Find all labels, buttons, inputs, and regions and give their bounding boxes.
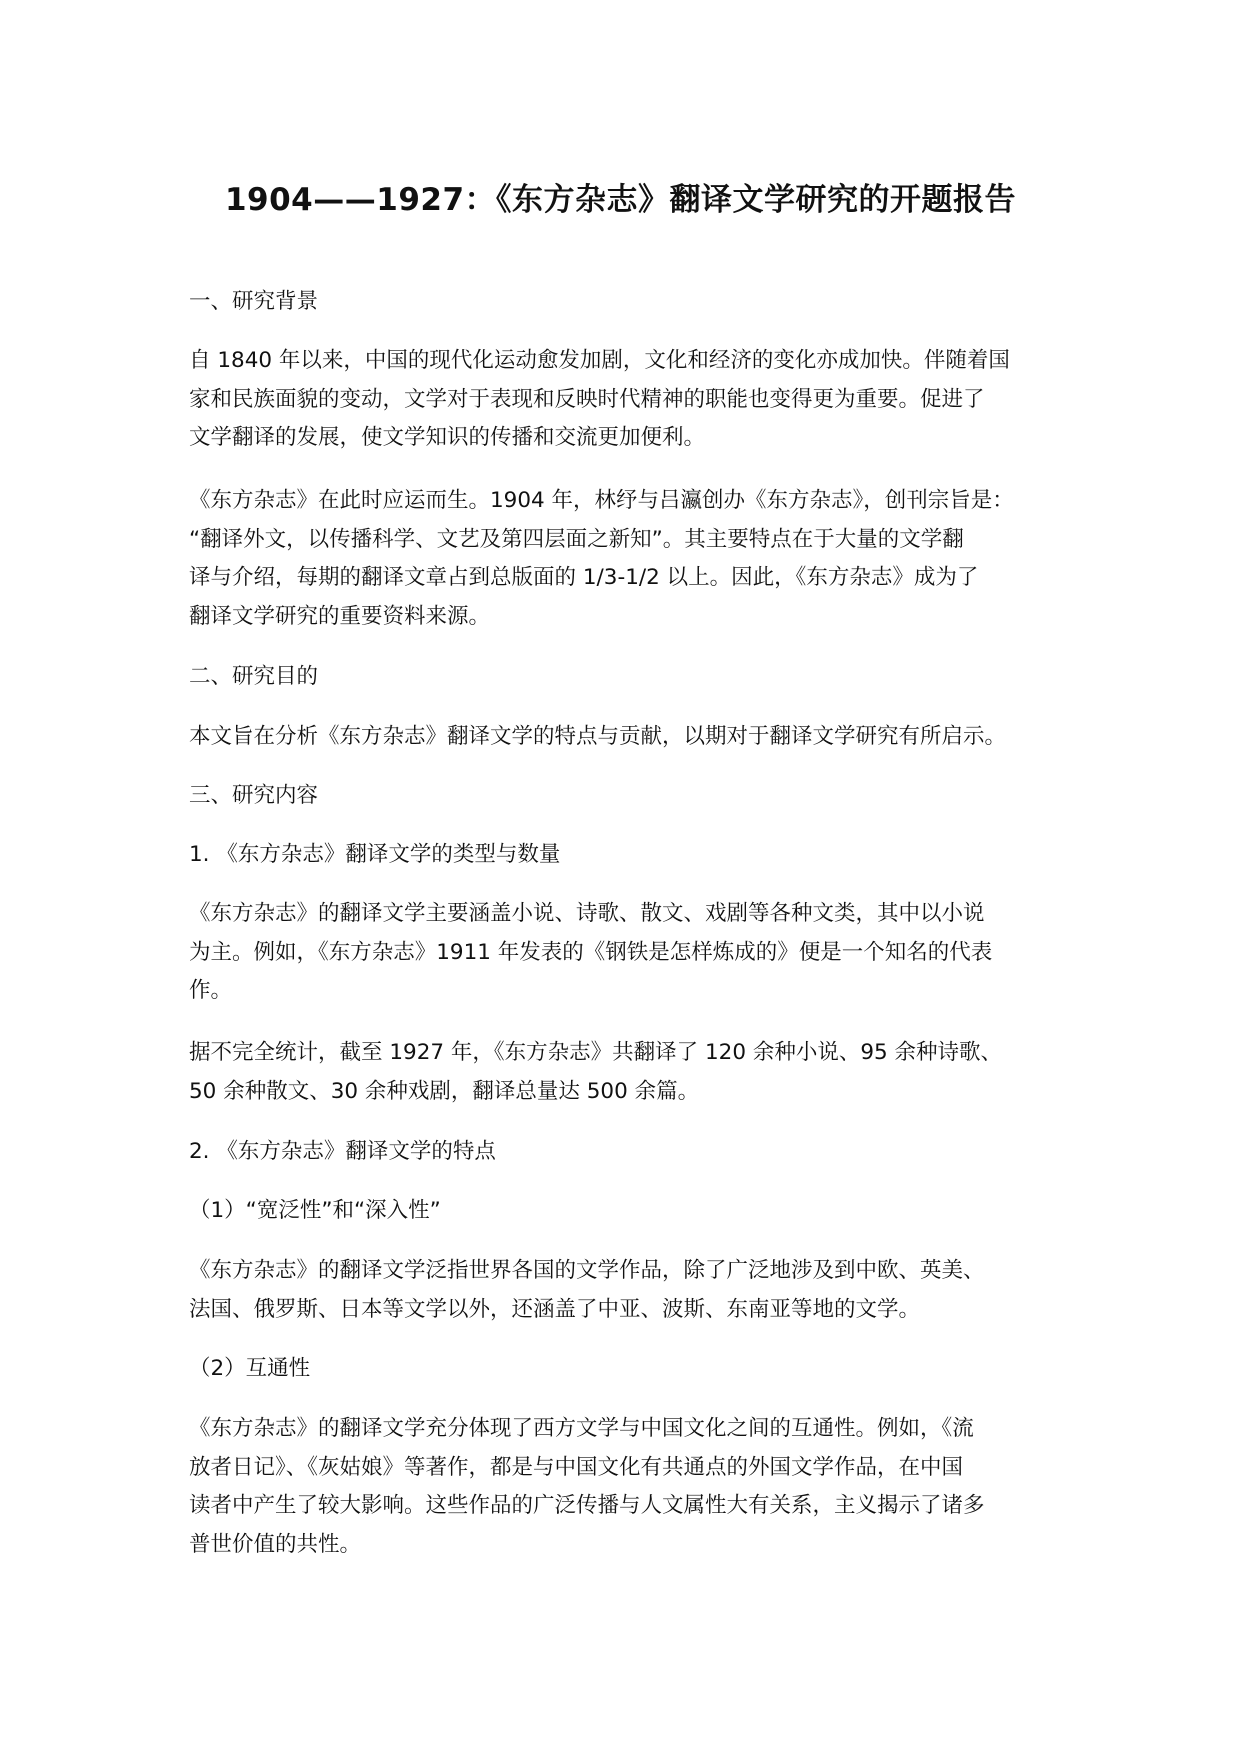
paragraph-line: 普世价值的共性。 (189, 1531, 362, 1557)
subheading-interconnectivity: （2）互通性 (189, 1356, 311, 1381)
paragraph-line: 《东方杂志》的翻译文学泛指世界各国的文学作品，除了广泛地涉及到中欧、英美、 (189, 1258, 985, 1283)
paragraph-line: 家和民族面貌的变动，文学对于表现和反映时代精神的职能也变得更为重要。促进了 (189, 386, 985, 412)
section-heading-content: 三、研究内容 (189, 783, 319, 808)
paragraph-line: “翻译外文，以传播科学、文艺及第四层面之新知”。其主要特点在于大量的文学翻 (189, 526, 964, 552)
paragraph-line: 本文旨在分析《东方杂志》翻译文学的特点与贡献，以期对于翻译文学研究有所启示。 (189, 724, 1007, 749)
paragraph-line: 为主。例如，《东方杂志》1911 年发表的《钢铁是怎样炼成的》便是一个知名的代表 (189, 939, 993, 965)
paragraph-statistics (189, 1034, 1089, 1111)
paragraph-purpose (189, 718, 1089, 757)
subheading-features: 2. 《东方杂志》翻译文学的特点 (189, 1139, 496, 1164)
paragraph-line: 《东方杂志》的翻译文学主要涵盖小说、诗歌、散文、戏剧等各种文类，其中以小说 (189, 901, 985, 926)
paragraph-line: 译与介绍，每期的翻译文章占到总版面的 1/3-1/2 以上。因此，《东方杂志》成为了 (189, 565, 979, 590)
subheading-types-and-quantity: 1. 《东方杂志》翻译文学的类型与数量 (189, 842, 561, 867)
paragraph-line: 作。 (189, 978, 233, 1003)
section-heading-background: 一、研究背景 (189, 289, 319, 314)
paragraph-types (189, 895, 1089, 1011)
paragraph-line: 《东方杂志》的翻译文学充分体现了西方文学与中国文化之间的互通性。例如，《流 (189, 1416, 974, 1441)
paragraph-line: 据不完全统计，截至 1927 年，《东方杂志》共翻译了 120 余种小说、95 余种诗歌、 (189, 1040, 1003, 1065)
paragraph-line: 读者中产生了较大影响。这些作品的广泛传播与人文属性大有关系，主义揭示了诸多 (189, 1493, 985, 1518)
paragraph-line: 文学翻译的发展，使文学知识的传播和交流更加便利。 (189, 425, 706, 450)
page-title: 1904——1927：《东方杂志》翻译文学研究的开题报告 (224, 182, 1017, 218)
paragraph-interconnectivity (189, 1410, 1089, 1564)
section-heading-purpose: 二、研究目的 (189, 664, 319, 689)
paragraph-line: 放者日记》、《灰姑娘》等著作，都是与中国文化有共通点的外国文学作品，在中国 (189, 1454, 964, 1480)
paragraph-line: 翻译文学研究的重要资料来源。 (189, 603, 491, 629)
paragraph-line: 自 1840 年以来，中国的现代化运动愈发加剧，文化和经济的变化亦成加快。伴随着国 (189, 348, 1010, 373)
paragraph-breadth (189, 1252, 1089, 1329)
paragraph-background-1 (189, 342, 1089, 458)
paragraph-line: 《东方杂志》在此时应运而生。1904 年，林纾与吕瀛创办《东方杂志》，创刊宗旨是： (189, 488, 1014, 513)
paragraph-line: 50 余种散文、30 余种戏剧，翻译总量达 500 余篇。 (189, 1078, 700, 1104)
paragraph-background-2 (189, 482, 1089, 636)
paragraph-line: 法国、俄罗斯、日本等文学以外，还涵盖了中亚、波斯、东南亚等地的文学。 (189, 1296, 921, 1322)
subheading-breadth-depth: （1）“宽泛性”和“深入性” (189, 1198, 441, 1223)
